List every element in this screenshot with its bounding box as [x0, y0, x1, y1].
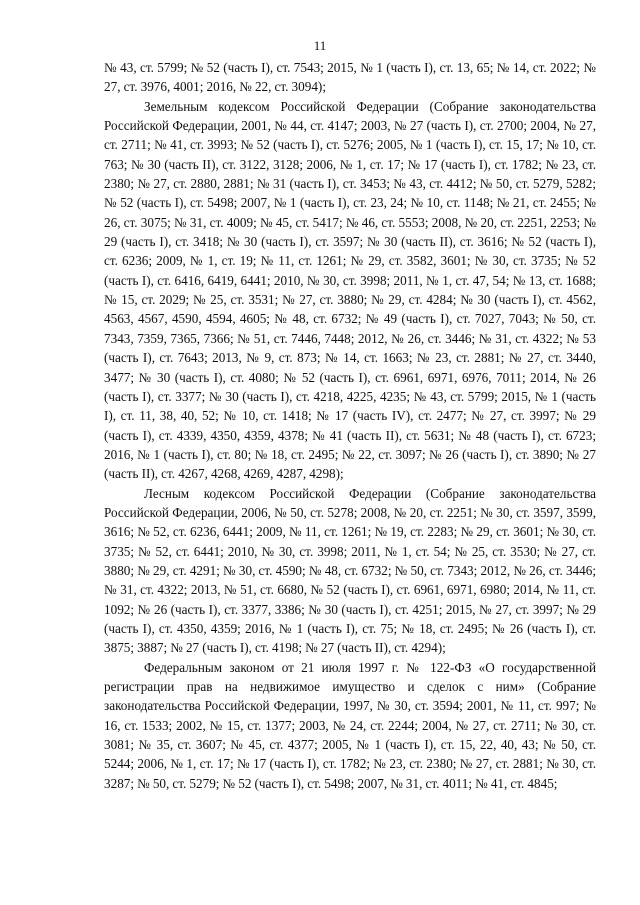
paragraph-forest-code: Лесным кодексом Российской Федерации (Собрание законодательства Российской Федерации, 2006, № 50, ст. 5278; 2008, № 20, ст. 2251; № 30, ст. 3597, 3599, 3616; № 52, ст. 6236, 6441; 2009, № 11, ст. 1261; № 19, ст. 2283; № 29, ст. 3601; № 30, ст. 3735; № 52, ст. 6441; 2010, № 30, ст. 3998; 2011, № 1, ст. 54; № 25, ст. 3530; № 27, ст. 3880; № 29, ст. 4291; № 30, ст. 4590; № 48, ст. 6732; № 50, ст. 7343; 2012, № 26, ст. 3446; № 31, ст. 4322; 2013, № 51, ст. 6680, № 52 (часть I), ст. 6961, 6971, 6980; 2014, № 11, ст. 1092; № 26 (часть I), ст. 3377, 3386; № 30 (часть I), ст. 4251; 2015, № 27, ст. 3997; № 29 (часть I), ст. 4350, 4359; 2016, № 1 (часть I), ст. 75; № 18, ст. 2495; № 26 (часть I), ст. 3875; 3887; № 27 (часть I), ст. 4198; № 27 (часть II), ст. 4294);	[104, 485, 596, 656]
paragraph-land-code: Земельным кодексом Российской Федерации (Собрание законодательства Российской Федерации, 2001, № 44, ст. 4147; 2003, № 27 (часть I), ст. 2700; 2004, № 27, ст. 2711; № 41, ст. 3993; № 52 (часть I), ст. 5276; 2005, № 1 (часть I), ст. 15, 17; № 10, ст. 763; № 30 (часть II), ст. 3122, 3128; 2006, № 1, ст. 17; № 17 (часть I), ст. 1782; № 23, ст. 2380; № 27, ст. 2880, 2881; № 31 (часть I), ст. 3453; № 43, ст. 4412; № 50, ст. 5279, 5282; № 52 (часть I), ст. 5498; 2007, № 1 (часть I), ст. 23, 24; № 10, ст. 1148; № 21, ст. 2455; № 26, ст. 3075; № 31, ст. 4009; № 45, ст. 5417; № 46, ст. 5553; 2008, № 20, ст. 2251, 2253; № 29 (часть I), ст. 3418; № 30 (часть I), ст. 3597; № 30 (часть II), ст. 3616; № 52 (часть I), ст. 6236; 2009, № 1, ст. 19; № 11, ст. 1261; № 29, ст. 3582, 3601; № 30, ст. 3735; № 52 (часть I), ст. 6416, 6419, 6441; 2010, № 30, ст. 3998; 2011, № 1, ст. 47, 54; № 13, ст. 1688; № 15, ст. 2029; № 25, ст. 3531; № 27, ст. 3880; № 29, ст. 4284; № 30 (часть I), ст. 4562, 4563, 4567, 4590, 4594, 4605; № 48, ст. 6732; № 49 (часть I), ст. 7027, 7043; № 50, ст. 7343, 7359, 7365, 7366; № 51, ст. 7446, 7448; 2012, № 26, ст. 3446; № 31, ст. 4322; № 53 (часть I), ст. 7643; 2013, № 9, ст. 873; № 14, ст. 1663; № 23, ст. 2881; № 27, ст. 3440, 3477; № 30 (часть I), ст. 4080; № 52 (часть I), ст. 6961, 6971, 6976, 7011; 2014, № 26 (часть I), ст. 3377; № 30 (часть I), ст. 4218, 4225, 4235; № 43, ст. 5799; 2015, № 1 (часть I), ст. 11, 38, 40, 52; № 10, ст. 1418; № 17 (часть IV), ст. 2477; № 27, ст. 3997; № 29 (часть I), ст. 4339, 4350, 4359, 4378; № 41 (часть II), ст. 5631; № 48 (часть I), ст. 6723; 2016, № 1 (часть I), ст. 80; № 18, ст. 2495; № 22, ст. 3097; № 26 (часть I), ст. 3890; № 27 (часть II), ст. 4267, 4268, 4269, 4287, 4298);	[104, 98, 596, 482]
document-body	[104, 58, 596, 793]
page-number: 11	[313, 38, 327, 53]
paragraph-federal-law-122: Федеральным законом от 21 июля 1997 г. № 122-ФЗ «О государственной регистрации прав на недвижимое имущество и сделок с ним» (Собрание законодательства Российской Федерации, 1997, № 30, ст. 3594; 2001, № 11, ст. 997; № 16, ст. 1533; 2002, № 15, ст. 1377; 2003, № 24, ст. 2244; 2004, № 27, ст. 2711; № 30, ст. 3081; № 35, ст. 3607; № 45, ст. 4377; 2005, № 1 (часть I), ст. 15, 22, 40, 43; № 50, ст. 5244; 2006, № 1, ст. 17; № 17 (часть I), ст. 1782; № 23, ст. 2380; № 27, ст. 2881; № 30, ст. 3287; № 50, ст. 5279; № 52 (часть I), ст. 5498; 2007, № 31, ст. 4011; № 41, ст. 4845;	[104, 659, 596, 791]
paragraph-continuation: № 43, ст. 5799; № 52 (часть I), ст. 7543; 2015, № 1 (часть I), ст. 13, 65; № 14, ст. 2022; № 27, ст. 3976, 4001; 2016, № 22, ст. 3094);	[104, 60, 596, 95]
